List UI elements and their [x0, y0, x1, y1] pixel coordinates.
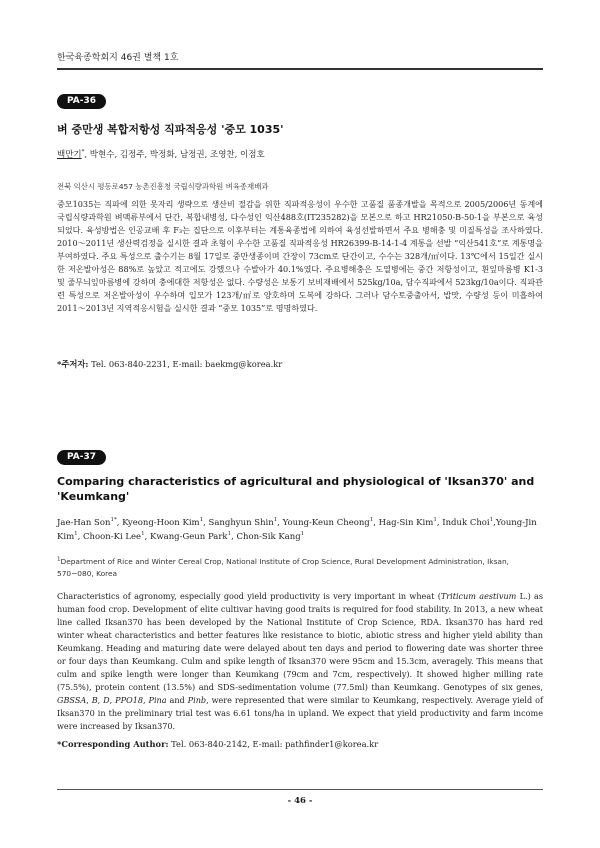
contact-label: *주저자:	[57, 359, 89, 369]
abstract-title: 벼 중만생 복합저항성 직파적응성 '중모 1035'	[57, 123, 284, 136]
author-affiliation-marker: 1	[273, 517, 278, 524]
author-name: Choon-Ki Lee	[83, 532, 142, 542]
contact-details: Tel. 063-840-2142, E-mail: pathfinder1@korea.kr	[171, 739, 379, 749]
abstract-badge: PA-36	[57, 94, 106, 109]
author-name: 박정화	[149, 150, 175, 160]
contact-details: Tel. 063-840-2231, E-mail: baekmg@korea.kr	[91, 359, 283, 369]
author-name: Young-Jin Kim	[57, 518, 537, 542]
author-list: 백만기*, 박현수, 김정주, 박정화, 남정권, 조영찬, 이점호	[57, 149, 265, 160]
affiliation-text: Department of Rice and Winter Cereal Crop, National Institute of Crop Science, Rural Development Administration, Iksan, 570−080, Korea	[57, 557, 509, 578]
abstract-badge: PA-37	[57, 450, 106, 465]
author-name: Kwang-Geun Park	[150, 532, 228, 542]
author-name: Hag-Sin Kim	[378, 518, 434, 528]
author-name: Sanghyun Shin	[208, 518, 274, 528]
footer-rule	[57, 789, 543, 790]
author-name: 이점호	[240, 150, 265, 160]
author-affiliation-marker: 1	[74, 531, 78, 538]
author-affiliation-marker: 1	[433, 517, 437, 524]
author-name: Chon-Sik Kang	[236, 532, 301, 542]
author-name: 박현수	[89, 150, 115, 160]
author-name: 백만기	[57, 150, 82, 160]
header-rule	[57, 68, 543, 70]
corresponding-author	[57, 739, 543, 749]
corresponding-author	[57, 358, 543, 370]
abstract-title: Comparing characteristics of agricultural and physiological of 'Iksan370' and 'Keumkang'	[57, 475, 535, 503]
contact-label: *Corresponding Author:	[57, 739, 169, 749]
author-affiliation-marker: *	[81, 149, 85, 156]
author-name: 김정주	[119, 150, 145, 160]
author-name: Induk Choi	[442, 518, 490, 528]
author-affiliation-marker: 1	[199, 517, 204, 524]
author-affiliation-marker: 1	[300, 531, 305, 538]
author-name: Kyeong-Hoon Kim	[122, 518, 200, 528]
author-affiliation-marker: 1	[369, 517, 374, 524]
affiliation-marker: 1	[57, 556, 61, 563]
author-affiliation-marker: 1	[489, 517, 494, 524]
author-affiliation-marker: 1	[141, 531, 145, 538]
page-number: - 46 -	[287, 796, 313, 806]
author-name: Young-Keun Cheong	[282, 518, 370, 528]
author-list: Jae-Han Son$^{1*}$, Kyeong-Hoon Kim$^1$, Sanghyun Shin$^1$, Young-Keun Cheong$^1$, Hag-Sin Kim$^1$, Induk Choi$^1$,Young-Jin Kim$^1$, Choon-Ki Lee$^1$, Kwang-Geun Park$^1$, Chon-Sik Kang$^1$	[57, 517, 537, 542]
author-affiliation-marker: 1	[227, 531, 232, 538]
affiliation	[57, 556, 543, 580]
author-name: 조영찬	[209, 150, 235, 160]
abstract-body: Characteristics of agronomy, especially good yield productivity is very important in wheat (Triticum aestivum L.) as human food crop. Development of elite cultivar having good traits is required for food stability. In 2013, a new wheat line called Iksan370 has been developed by the National Institute of Crop Science, RDA. Iksan370 has hard red winter wheat characteristics and better features like resistance to biotic, abiotic stress and higher yield ability than Keumkang. Heading and maturing date were delayed about ten days and period to flowering date was shorter three or four days than Keumkang. Culm and spike length of Iksan370 were 95cm and 15.3cm, averagely. This means that culm and spike length were longer than Keumkang (79cm and 7cm, respectively). It showed higher milling rate (75.5%), protein content (13.5%) and SDS-sedimentation volume (77.5ml) than Keumkang. Genotypes of six genes, GBSSA, B, D, PPO18, Pina and Pinb, were represented that were similar to Keumkang, respectively. Average yield of Iksan370 in the preliminary trial test was 6.61 tons/ha in upland. We expect that yield productivity and farm income were increased by Iksan370.	[57, 591, 543, 731]
affiliation: 전북 익산시 평동로457 농촌진흥청 국립식량과학원 벼육종재배과	[57, 182, 269, 191]
author-affiliation-marker: 1*	[110, 517, 117, 524]
abstract-body: 중모1035는 직파에 의한 못자리 생략으로 생산비 절감을 위한 직파적응성이 우수한 고품질 품종개발을 목적으로 2005/2006년 동계에 국립식량과학원 벼맥류부에서 단간, 복합내병성, 다수성인 익산488호(IT235282)을 모본으로 하고 HR21050-B-50-1을 부본으로 육성되었다. 육성방법은 인공교배 후 F₃는 집단으로 이후부터는 계통육종법에 의하여 육성선발하면서 주요 병해충 및 미질특성을 조사하였다. 2010～2011년 생산력검정을 실시한 결과 초형이 우수한 고품질 직파적응성 HR26399-B-14-1-4 계통을 선발 “익산541호”로 계통명을 부여하였다. 주요 특성으로 출수기는 8월 17일로 중만생종이며 간장이 73cm로 단간이고, 수수는 328개/㎡이다. 13℃에서 15일간 실시한 저온발아성은 88%로 높았고 적고에도 강했으나 수발아가 40.1%였다. 주요병해충은 도열병에는 중간 저항성이고, 흰잎마름병 K1-3 및 줄무늬잎마름병에 강하며 충에대한 저항성은 없다. 수량성은 보통기 보비재배에서 525kg/10a, 담수직파에서 523kg/10a이다. 직파관련 특성으로 저온발아성이 우수하며 입모가 123개/㎡로 양호하며 도복에 강하다. 그러나 담수토중출아서, 밥맛, 수량성 등이 미흡하여 2011～2013년 지역적응시험을 실시한 결과 “중모 1035”로 명명하였다.	[57, 199, 543, 313]
running-head: 한국육종학회지 46권 별책 1호	[57, 53, 179, 63]
author-name: Jae-Han Son	[57, 518, 111, 528]
author-name: 남정권	[179, 150, 205, 160]
